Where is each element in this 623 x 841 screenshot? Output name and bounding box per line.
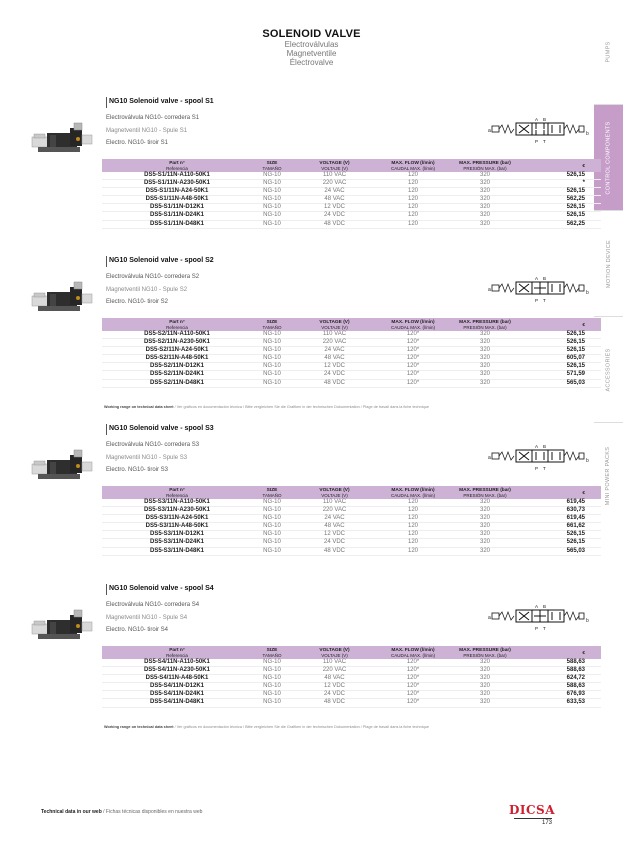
table-row <box>102 172 601 180</box>
cell-max-flow: 120 <box>377 515 449 523</box>
cell-size: NG-10 <box>252 355 292 363</box>
brand-name: DICSA <box>508 803 556 817</box>
svg-text:T: T <box>543 626 546 631</box>
page-header <box>0 28 623 67</box>
section-title-de: Magnetventil NG10 - Spule S2 <box>106 287 188 293</box>
section-title: NG10 Solenoid valve - spool S2 <box>106 256 214 267</box>
cell-size: NG-10 <box>252 683 292 691</box>
cell-size: NG-10 <box>252 691 292 699</box>
cell-max-pressure: 320 <box>449 172 521 180</box>
cell-price: 526,15 <box>521 531 601 539</box>
table-row <box>102 531 601 539</box>
cell-size: NG-10 <box>252 507 292 515</box>
cell-size: NG-10 <box>252 172 292 180</box>
dicsa-logo <box>506 803 558 826</box>
cell-voltage: 48 VAC <box>292 355 377 363</box>
cell-max-pressure: 320 <box>449 355 521 363</box>
cell-max-flow: 120 <box>377 172 449 180</box>
table-row <box>102 347 601 355</box>
cell-part-number: DS5-S3/11N-A24-50K1 <box>102 515 252 523</box>
cell-size: NG-10 <box>252 220 292 228</box>
cell-voltage: 24 VDC <box>292 212 377 220</box>
cell-max-flow: 120 <box>377 523 449 531</box>
cell-max-flow: 120* <box>377 331 449 339</box>
svg-text:A: A <box>535 117 539 122</box>
cell-part-number: DS5-S2/11N-D12K1 <box>102 363 252 371</box>
cell-max-pressure: 320 <box>449 204 521 212</box>
section-title-es: Electroválvula NG10- corredera S3 <box>106 442 200 448</box>
cell-voltage: 12 VDC <box>292 204 377 212</box>
svg-text:T: T <box>543 298 546 303</box>
cell-size: NG-10 <box>252 180 292 188</box>
cell-size: NG-10 <box>252 347 292 355</box>
hydraulic-symbol-icon <box>486 604 586 637</box>
cell-price: 526,15 <box>521 172 601 180</box>
section-spool-s3 <box>30 424 590 574</box>
cell-part-number: DS5-S4/11N-A48-50K1 <box>102 675 252 683</box>
col-voltage: VOLTAGE (V) VOLTAJE (V) <box>292 318 377 331</box>
cell-price: 588,63 <box>521 667 601 675</box>
cell-part-number: DS5-S1/11N-D24K1 <box>102 212 252 220</box>
svg-text:T: T <box>543 466 546 471</box>
cell-voltage: 48 VAC <box>292 196 377 204</box>
cell-max-pressure: 320 <box>449 547 521 555</box>
svg-text:a: a <box>488 128 491 134</box>
cell-voltage: 24 VDC <box>292 371 377 379</box>
cell-max-pressure: 320 <box>449 683 521 691</box>
table-row <box>102 331 601 339</box>
cell-price: 565,03 <box>521 547 601 555</box>
cell-voltage: 220 VAC <box>292 667 377 675</box>
svg-text:B: B <box>543 276 547 281</box>
cell-max-pressure: 320 <box>449 667 521 675</box>
svg-text:P: P <box>535 139 539 144</box>
cell-max-flow: 120* <box>377 683 449 691</box>
cell-part-number: DS5-S4/11N-D12K1 <box>102 683 252 691</box>
cell-max-pressure: 320 <box>449 212 521 220</box>
col-part: Part n° Referencia <box>102 486 252 499</box>
table-row <box>102 339 601 347</box>
hydraulic-symbol-icon <box>486 444 586 477</box>
cell-part-number: DS5-S4/11N-D48K1 <box>102 699 252 707</box>
cell-voltage: 48 VAC <box>292 675 377 683</box>
cell-max-pressure: 320 <box>449 371 521 379</box>
svg-text:a: a <box>488 287 491 293</box>
parts-table <box>102 646 601 708</box>
cell-max-flow: 120* <box>377 371 449 379</box>
cell-price: 562,25 <box>521 196 601 204</box>
cell-part-number: DS5-S1/11N-A48-50K1 <box>102 196 252 204</box>
category-tabs <box>594 0 623 841</box>
cell-max-pressure: 320 <box>449 188 521 196</box>
cell-price: 605,07 <box>521 355 601 363</box>
cell-price: 526,15 <box>521 347 601 355</box>
subtitle-fr: Électrovalve <box>289 58 334 67</box>
cell-max-pressure: 320 <box>449 331 521 339</box>
footer-note: Technical data in our web / Fichas técnicas disponibles en nuestra web <box>41 809 203 815</box>
subtitle-es: Electroválvulas <box>284 40 339 49</box>
page-number: 173 <box>541 820 552 826</box>
svg-text:a: a <box>488 455 491 461</box>
solenoid-valve-image <box>30 600 96 649</box>
cell-price: 676,93 <box>521 691 601 699</box>
table-row <box>102 659 601 667</box>
cell-size: NG-10 <box>252 188 292 196</box>
cell-part-number: DS5-S2/11N-D24K1 <box>102 371 252 379</box>
col-pressure: MAX. PRESSURE (bar) PRESIÓN MAX. (bar) <box>449 646 521 659</box>
cell-max-flow: 120 <box>377 180 449 188</box>
cell-part-number: DS5-S1/11N-A24-50K1 <box>102 188 252 196</box>
cell-max-pressure: 320 <box>449 347 521 355</box>
table-row <box>102 499 601 507</box>
svg-text:A: A <box>535 276 539 281</box>
svg-text:P: P <box>535 466 539 471</box>
parts-table <box>102 159 601 229</box>
section-title-es: Electroválvula NG10- corredera S1 <box>106 115 200 121</box>
cell-price: * <box>521 180 601 188</box>
cell-size: NG-10 <box>252 515 292 523</box>
col-size: SIZE TAMAÑO <box>252 486 292 499</box>
col-pressure: MAX. PRESSURE (bar) PRESIÓN MAX. (bar) <box>449 486 521 499</box>
col-price: € <box>521 159 601 172</box>
cell-max-flow: 120 <box>377 204 449 212</box>
cell-max-pressure: 320 <box>449 180 521 188</box>
cell-size: NG-10 <box>252 331 292 339</box>
cell-max-flow: 120 <box>377 188 449 196</box>
section-title: NG10 Solenoid valve - spool S1 <box>106 97 214 108</box>
table-row <box>102 212 601 220</box>
cell-size: NG-10 <box>252 531 292 539</box>
cell-max-flow: 120* <box>377 667 449 675</box>
cell-max-flow: 120 <box>377 212 449 220</box>
cell-price: 571,59 <box>521 371 601 379</box>
cell-price: 630,73 <box>521 507 601 515</box>
cell-price: 588,63 <box>521 683 601 691</box>
cell-voltage: 110 VAC <box>292 659 377 667</box>
working-range-note-s4: Working range on technical data sheet / Ver gráficos en documentación técnica / Bitte vergleichen Sie die Grafiken in der technischen Dokumentation / Plage de travail dans la fiche technique <box>104 725 429 729</box>
cell-max-flow: 120* <box>377 355 449 363</box>
cell-max-flow: 120* <box>377 659 449 667</box>
cell-voltage: 48 VDC <box>292 547 377 555</box>
cell-max-pressure: 320 <box>449 515 521 523</box>
cell-max-flow: 120* <box>377 339 449 347</box>
table-row <box>102 180 601 188</box>
cell-voltage: 12 VDC <box>292 363 377 371</box>
cell-max-flow: 120 <box>377 547 449 555</box>
cell-size: NG-10 <box>252 379 292 387</box>
col-part: Part n° Referencia <box>102 318 252 331</box>
cell-part-number: DS5-S4/11N-D24K1 <box>102 691 252 699</box>
cell-part-number: DS5-S1/11N-A110-50K1 <box>102 172 252 180</box>
cell-size: NG-10 <box>252 363 292 371</box>
col-flow: MAX. FLOW (l/min) CAUDAL MAX. (l/min) <box>377 318 449 331</box>
cell-part-number: DS5-S2/11N-A230-50K1 <box>102 339 252 347</box>
cell-part-number: DS5-S4/11N-A230-50K1 <box>102 667 252 675</box>
hydraulic-symbol-icon <box>486 117 586 150</box>
cell-max-flow: 120 <box>377 531 449 539</box>
cell-max-pressure: 320 <box>449 675 521 683</box>
cell-max-flow: 120* <box>377 379 449 387</box>
table-header-row <box>102 318 601 331</box>
cell-voltage: 110 VAC <box>292 331 377 339</box>
table-row <box>102 188 601 196</box>
table-header-row <box>102 646 601 659</box>
col-price: € <box>521 486 601 499</box>
col-price: € <box>521 318 601 331</box>
cell-part-number: DS5-S2/11N-A48-50K1 <box>102 355 252 363</box>
svg-text:B: B <box>543 444 547 449</box>
col-size: SIZE TAMAÑO <box>252 318 292 331</box>
table-row <box>102 515 601 523</box>
col-flow: MAX. FLOW (l/min) CAUDAL MAX. (l/min) <box>377 486 449 499</box>
symbol-label-b: b <box>586 458 589 464</box>
cell-max-flow: 120* <box>377 699 449 707</box>
table-row <box>102 355 601 363</box>
section-spool-s1 <box>30 97 590 247</box>
cell-voltage: 12 VDC <box>292 683 377 691</box>
cell-part-number: DS5-S1/11N-A230-50K1 <box>102 180 252 188</box>
section-title-fr: Electro. NG10- tiroir S4 <box>106 627 169 633</box>
cell-max-pressure: 320 <box>449 531 521 539</box>
table-row <box>102 220 601 228</box>
cell-price: 619,45 <box>521 499 601 507</box>
cell-part-number: DS5-S3/11N-D12K1 <box>102 531 252 539</box>
cell-max-pressure: 320 <box>449 523 521 531</box>
cell-max-flow: 120* <box>377 363 449 371</box>
svg-text:T: T <box>543 139 546 144</box>
cell-max-flow: 120 <box>377 539 449 547</box>
cell-size: NG-10 <box>252 371 292 379</box>
cell-part-number: DS5-S2/11N-D48K1 <box>102 379 252 387</box>
svg-text:P: P <box>535 298 539 303</box>
cell-price: 526,15 <box>521 204 601 212</box>
cell-part-number: DS5-S2/11N-A24-50K1 <box>102 347 252 355</box>
svg-text:B: B <box>543 117 547 122</box>
cell-price: 633,53 <box>521 699 601 707</box>
section-title-es: Electroválvula NG10- corredera S4 <box>106 602 200 608</box>
symbol-label-b: b <box>586 618 589 624</box>
cell-voltage: 24 VDC <box>292 539 377 547</box>
col-part: Part n° Referencia <box>102 159 252 172</box>
cell-size: NG-10 <box>252 667 292 675</box>
subtitle-de: Magnetventile <box>286 49 337 58</box>
table-row <box>102 675 601 683</box>
tab-pumps[interactable]: PUMPS <box>605 41 612 63</box>
col-voltage: VOLTAGE (V) VOLTAJE (V) <box>292 486 377 499</box>
cell-voltage: 220 VAC <box>292 339 377 347</box>
parts-table <box>102 318 601 388</box>
working-range-note-s2: Working range on technical data sheet / Ver gráficos en documentación técnica / Bitte vergleichen Sie die Grafiken in der technischen Dokumentation / Plage de travail dans la fiche technique <box>104 405 429 409</box>
cell-voltage: 48 VAC <box>292 523 377 531</box>
svg-text:A: A <box>535 444 539 449</box>
cell-max-pressure: 320 <box>449 699 521 707</box>
section-spool-s4 <box>30 584 590 744</box>
cell-price: 562,25 <box>521 220 601 228</box>
cell-voltage: 24 VAC <box>292 515 377 523</box>
table-row <box>102 523 601 531</box>
cell-part-number: DS5-S3/11N-D24K1 <box>102 539 252 547</box>
col-voltage: VOLTAGE (V) VOLTAJE (V) <box>292 646 377 659</box>
cell-max-pressure: 320 <box>449 220 521 228</box>
cell-size: NG-10 <box>252 547 292 555</box>
cell-size: NG-10 <box>252 339 292 347</box>
cell-part-number: DS5-S3/11N-D48K1 <box>102 547 252 555</box>
section-spool-s2 <box>30 256 590 416</box>
svg-text:B: B <box>543 604 547 609</box>
cell-max-pressure: 320 <box>449 659 521 667</box>
table-row <box>102 539 601 547</box>
parts-table <box>102 486 601 556</box>
section-title-de: Magnetventil NG10 - Spule S3 <box>106 455 188 461</box>
section-title: NG10 Solenoid valve - spool S3 <box>106 424 214 435</box>
section-title-de: Magnetventil NG10 - Spule S1 <box>106 128 188 134</box>
cell-max-flow: 120 <box>377 499 449 507</box>
cell-size: NG-10 <box>252 212 292 220</box>
cell-price: 661,62 <box>521 523 601 531</box>
cell-part-number: DS5-S3/11N-A110-50K1 <box>102 499 252 507</box>
cell-price: 565,03 <box>521 379 601 387</box>
cell-max-pressure: 320 <box>449 691 521 699</box>
cell-voltage: 48 VDC <box>292 699 377 707</box>
col-pressure: MAX. PRESSURE (bar) PRESIÓN MAX. (bar) <box>449 159 521 172</box>
cell-voltage: 220 VAC <box>292 180 377 188</box>
svg-text:P: P <box>535 626 539 631</box>
table-row <box>102 683 601 691</box>
cell-price: 526,15 <box>521 339 601 347</box>
cell-size: NG-10 <box>252 699 292 707</box>
table-row <box>102 667 601 675</box>
cell-max-pressure: 320 <box>449 196 521 204</box>
col-flow: MAX. FLOW (l/min) CAUDAL MAX. (l/min) <box>377 159 449 172</box>
tab-mini-power-packs[interactable]: MINI POWER PACKS <box>594 422 623 529</box>
solenoid-valve-image <box>30 440 96 489</box>
cell-max-pressure: 320 <box>449 499 521 507</box>
cell-part-number: DS5-S1/11N-D48K1 <box>102 220 252 228</box>
cell-price: 526,15 <box>521 331 601 339</box>
cell-price: 619,45 <box>521 515 601 523</box>
cell-part-number: DS5-S3/11N-A48-50K1 <box>102 523 252 531</box>
cell-voltage: 48 VDC <box>292 379 377 387</box>
cell-max-flow: 120* <box>377 675 449 683</box>
table-row <box>102 379 601 387</box>
col-pressure: MAX. PRESSURE (bar) PRESIÓN MAX. (bar) <box>449 318 521 331</box>
cell-max-flow: 120* <box>377 691 449 699</box>
cell-voltage: 12 VDC <box>292 531 377 539</box>
solenoid-valve-image <box>30 113 96 162</box>
cell-voltage: 110 VAC <box>292 172 377 180</box>
cell-voltage: 48 VDC <box>292 220 377 228</box>
col-size: SIZE TAMAÑO <box>252 646 292 659</box>
table-header-row <box>102 159 601 172</box>
cell-max-flow: 120* <box>377 347 449 355</box>
cell-size: NG-10 <box>252 196 292 204</box>
solenoid-valve-image <box>30 272 96 321</box>
cell-price: 588,63 <box>521 659 601 667</box>
cell-price: 624,72 <box>521 675 601 683</box>
table-row <box>102 196 601 204</box>
hydraulic-symbol-icon <box>486 276 586 309</box>
cell-max-pressure: 320 <box>449 539 521 547</box>
cell-size: NG-10 <box>252 539 292 547</box>
cell-max-pressure: 320 <box>449 379 521 387</box>
cell-max-flow: 120 <box>377 507 449 515</box>
cell-size: NG-10 <box>252 523 292 531</box>
page-title: SOLENOID VALVE <box>262 28 361 40</box>
table-header-row <box>102 486 601 499</box>
symbol-label-b: b <box>586 290 589 296</box>
col-size: SIZE TAMAÑO <box>252 159 292 172</box>
cell-max-flow: 120 <box>377 220 449 228</box>
table-row <box>102 204 601 212</box>
table-row <box>102 363 601 371</box>
tab-accessories[interactable]: ACCESSORIES <box>594 316 623 423</box>
section-title-fr: Electro. NG10- tiroir S2 <box>106 299 169 305</box>
cell-max-pressure: 320 <box>449 507 521 515</box>
col-part: Part n° Referencia <box>102 646 252 659</box>
table-row <box>102 699 601 707</box>
cell-max-pressure: 320 <box>449 363 521 371</box>
cell-price: 526,15 <box>521 188 601 196</box>
cell-part-number: DS5-S1/11N-D12K1 <box>102 204 252 212</box>
col-price: € <box>521 646 601 659</box>
section-title-fr: Electro. NG10- tiroir S1 <box>106 140 169 146</box>
symbol-label-b: b <box>586 131 589 137</box>
section-title-fr: Electro. NG10- tiroir S3 <box>106 467 169 473</box>
svg-text:a: a <box>488 615 491 621</box>
section-title: NG10 Solenoid valve - spool S4 <box>106 584 214 595</box>
cell-voltage: 24 VAC <box>292 188 377 196</box>
tab-motion-device[interactable]: MOTION DEVICE <box>594 210 623 317</box>
cell-voltage: 110 VAC <box>292 499 377 507</box>
col-flow: MAX. FLOW (l/min) CAUDAL MAX. (l/min) <box>377 646 449 659</box>
cell-size: NG-10 <box>252 204 292 212</box>
cell-size: NG-10 <box>252 659 292 667</box>
cell-part-number: DS5-S3/11N-A230-50K1 <box>102 507 252 515</box>
section-title-es: Electroválvula NG10- corredera S2 <box>106 274 200 280</box>
cell-max-flow: 120 <box>377 196 449 204</box>
cell-price: 526,15 <box>521 212 601 220</box>
cell-size: NG-10 <box>252 675 292 683</box>
cell-part-number: DS5-S2/11N-A110-50K1 <box>102 331 252 339</box>
table-row <box>102 507 601 515</box>
tab-control-components[interactable]: CONTROL COMPONENTS <box>594 104 623 211</box>
col-voltage: VOLTAGE (V) VOLTAJE (V) <box>292 159 377 172</box>
svg-text:A: A <box>535 604 539 609</box>
cell-max-pressure: 320 <box>449 339 521 347</box>
cell-part-number: DS5-S4/11N-A110-50K1 <box>102 659 252 667</box>
table-row <box>102 691 601 699</box>
cell-voltage: 24 VDC <box>292 691 377 699</box>
cell-size: NG-10 <box>252 499 292 507</box>
section-title-de: Magnetventil NG10 - Spule S4 <box>106 615 188 621</box>
cell-price: 526,15 <box>521 539 601 547</box>
cell-voltage: 24 VAC <box>292 347 377 355</box>
cell-price: 526,15 <box>521 363 601 371</box>
table-row <box>102 371 601 379</box>
cell-voltage: 220 VAC <box>292 507 377 515</box>
table-row <box>102 547 601 555</box>
